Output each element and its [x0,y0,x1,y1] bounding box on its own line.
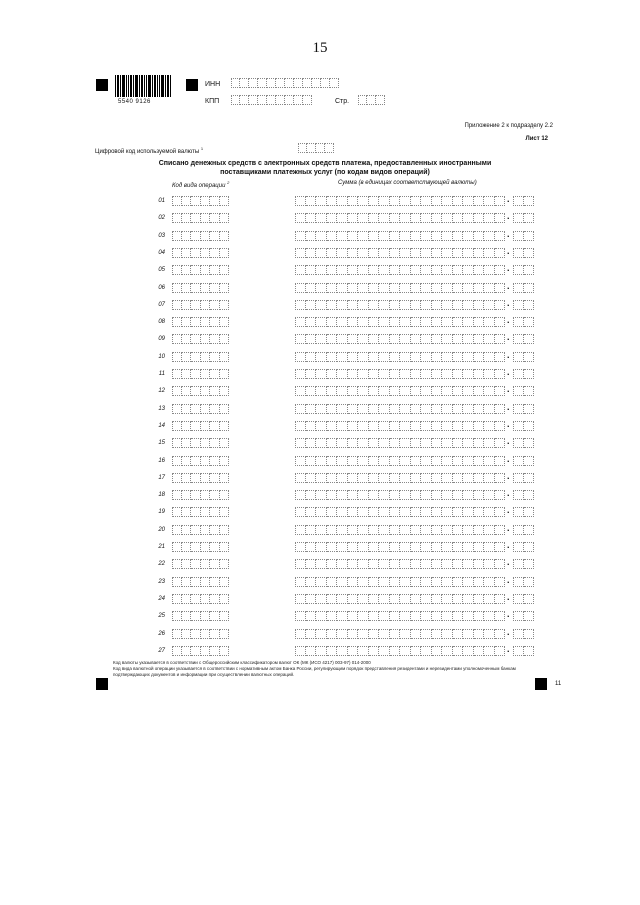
row-number: 22 [158,561,165,568]
operation-code-field[interactable] [172,317,229,327]
row-number: 18 [158,492,165,499]
sum-fraction-field[interactable] [513,577,534,587]
sheet-label: Лист 12 [525,136,548,142]
operation-code-field[interactable] [172,334,229,344]
row-number: 19 [158,509,165,516]
decimal-point: . [507,488,510,499]
sum-field[interactable] [295,231,505,241]
operation-code-field[interactable] [172,404,229,414]
row-number: 04 [158,249,165,256]
decimal-point: . [507,418,510,429]
decimal-point: . [507,401,510,412]
operation-code-field[interactable] [172,490,229,500]
column-header-sum: Сумма (в единицах соответствующей валюты) [338,180,477,186]
row-number: 21 [158,544,165,550]
decimal-point: . [507,349,510,360]
barcode [115,75,171,97]
sum-fraction-field[interactable] [513,334,534,344]
operation-code-field[interactable] [172,196,229,206]
operation-code-field[interactable] [172,369,229,379]
sum-fraction-field[interactable] [513,369,534,379]
decimal-point: . [507,557,510,568]
decimal-point: . [507,505,510,516]
sum-field[interactable] [295,283,505,293]
decimal-point: . [507,194,510,204]
decimal-point: . [507,367,510,377]
sum-fraction-field[interactable] [513,456,534,466]
sum-fraction-field[interactable] [513,213,534,223]
row-number: 20 [158,526,165,533]
inn-field[interactable] [231,78,339,88]
operation-code-field[interactable] [172,438,229,448]
row-number: 25 [158,613,165,620]
sum-field[interactable] [295,265,505,275]
sum-fraction-field[interactable] [513,507,534,517]
row-number: 08 [158,319,165,326]
kpp-label: КПП [205,98,220,105]
row-number: 13 [158,405,165,412]
decimal-point: . [507,211,510,222]
row-number: 15 [158,440,165,447]
decimal-point: . [507,643,510,654]
decimal-point: . [507,297,510,308]
column-header-code [172,180,229,189]
row-number: 05 [158,267,165,274]
row-number: 01 [158,198,165,204]
sum-field[interactable] [295,438,505,448]
currency-footnote-ref: 1 [200,146,204,151]
operation-code-field[interactable] [172,421,229,431]
form-title-line2: поставщиками платежных услуг (по кодам видов операций) [220,169,430,176]
footnotes [113,660,523,678]
operation-code-field[interactable] [172,300,229,310]
operation-code-field[interactable] [172,525,229,535]
sum-fraction-field[interactable] [513,438,534,448]
operation-code-field[interactable] [172,265,229,275]
sum-field[interactable] [295,334,505,344]
footnote-2: Код вида валютной операции указывается в соответствии с нормативным актом Банка России, регулирующим порядок представления резидентами и нерезидентами уполномоченным банкам подтверждающих документов и информации при осуществлении валютных операций. [113,666,516,677]
decimal-point: . [507,263,510,274]
decimal-point: . [507,384,510,395]
sum-fraction-field[interactable] [513,283,534,293]
sum-field[interactable] [295,473,505,483]
column-header-code-text: Код вида операции [172,183,226,189]
decimal-point: . [507,280,510,291]
row-number: 24 [158,595,165,602]
sum-field[interactable] [295,629,505,639]
operation-code-field[interactable] [172,213,229,223]
decimal-point: . [507,574,510,585]
operation-code-field[interactable] [172,594,229,604]
sum-field[interactable] [295,213,505,223]
appendix-note: Приложение 2 к подразделу 2.2 [464,123,553,129]
sum-fraction-field[interactable] [513,352,534,362]
sum-fraction-field[interactable] [513,611,534,621]
form-title-line1: Списано денежных средств с электронных средств платежа, предоставленных иностранными [158,160,492,167]
sum-field[interactable] [295,300,505,310]
sum-fraction-field[interactable] [513,473,534,483]
sum-field[interactable] [295,611,505,621]
decimal-point: . [507,436,510,447]
operation-code-field[interactable] [172,577,229,587]
operation-code-field[interactable] [172,611,229,621]
row-number: 06 [158,284,165,291]
footnote-1: Код валюты указывается в соответствии с Общероссийским классификатором валют ОК (МК (ИСО 4217) 003-97) 014-2000 [113,660,371,665]
barcode-number: 5540 9126 [118,99,151,105]
sum-field[interactable] [295,594,505,604]
operation-code-field[interactable] [172,248,229,258]
page-number: 15 [312,40,328,56]
sum-field[interactable] [295,248,505,258]
corner-marker-bottom-right [535,678,547,690]
sum-field[interactable] [295,317,505,327]
sum-field[interactable] [295,404,505,414]
sum-fraction-field[interactable] [513,196,534,206]
operation-code-field[interactable] [172,629,229,639]
sum-fraction-field[interactable] [513,404,534,414]
kpp-field[interactable] [231,95,312,105]
decimal-point: . [507,626,510,637]
sum-fraction-field[interactable] [513,386,534,396]
row-number: 14 [158,422,165,429]
row-number: 11 [158,371,165,377]
row-number: 27 [158,647,165,654]
operation-code-field[interactable] [172,646,229,656]
operation-code-field[interactable] [172,542,229,552]
operation-code-field[interactable] [172,386,229,396]
page-field[interactable] [358,95,385,105]
sum-field[interactable] [295,577,505,587]
sum-fraction-field[interactable] [513,300,534,310]
decimal-point: . [507,245,510,256]
sum-fraction-field[interactable] [513,559,534,569]
row-number: 10 [158,353,165,360]
currency-code-field[interactable] [298,143,334,153]
sum-field[interactable] [295,542,505,552]
corner-mark-text: 11 [555,681,562,687]
currency-label-text: Цифровой код используемой валюты [95,149,200,155]
sum-field[interactable] [295,421,505,431]
sum-fraction-field[interactable] [513,265,534,275]
operation-code-field[interactable] [172,283,229,293]
row-number: 03 [158,232,165,239]
decimal-point: . [507,591,510,602]
decimal-point: . [507,522,510,533]
sum-field[interactable] [295,507,505,517]
decimal-point: . [507,609,510,620]
page-label: Стр. [335,98,350,105]
corner-marker-top-mid [186,79,198,91]
sum-field[interactable] [295,646,505,656]
decimal-point: . [507,315,510,326]
decimal-point: . [507,332,510,343]
row-number: 07 [158,301,165,308]
sum-fraction-field[interactable] [513,542,534,552]
sum-field[interactable] [295,369,505,379]
sum-fraction-field[interactable] [513,421,534,431]
decimal-point: . [507,540,510,550]
sum-fraction-field[interactable] [513,231,534,241]
sum-field[interactable] [295,559,505,569]
row-number: 09 [158,336,165,343]
form-title [140,159,510,177]
sum-fraction-field[interactable] [513,525,534,535]
operation-code-field[interactable] [172,352,229,362]
row-number: 02 [158,215,165,222]
sum-fraction-field[interactable] [513,248,534,258]
sum-fraction-field[interactable] [513,490,534,500]
row-number: 26 [158,630,165,637]
sum-field[interactable] [295,196,505,206]
sum-field[interactable] [295,490,505,500]
corner-marker-top-left [96,79,108,91]
sum-fraction-field[interactable] [513,629,534,639]
sum-fraction-field[interactable] [513,646,534,656]
code-footnote-ref: 2 [227,180,230,185]
operation-code-field[interactable] [172,231,229,241]
inn-label: ИНН [205,81,221,88]
sum-field[interactable] [295,386,505,396]
currency-label [95,146,203,155]
row-number: 16 [158,457,165,464]
sum-field[interactable] [295,456,505,466]
operation-code-field[interactable] [172,507,229,517]
corner-marker-bottom-left [96,678,108,690]
decimal-point: . [507,470,510,481]
operation-code-field[interactable] [172,456,229,466]
row-number: 12 [158,388,165,395]
operation-code-field[interactable] [172,473,229,483]
sum-fraction-field[interactable] [513,317,534,327]
sum-field[interactable] [295,525,505,535]
row-number: 23 [158,578,165,585]
decimal-point: . [507,228,510,239]
sum-fraction-field[interactable] [513,594,534,604]
sum-field[interactable] [295,352,505,362]
row-number: 17 [158,474,165,481]
decimal-point: . [507,453,510,464]
operation-code-field[interactable] [172,559,229,569]
